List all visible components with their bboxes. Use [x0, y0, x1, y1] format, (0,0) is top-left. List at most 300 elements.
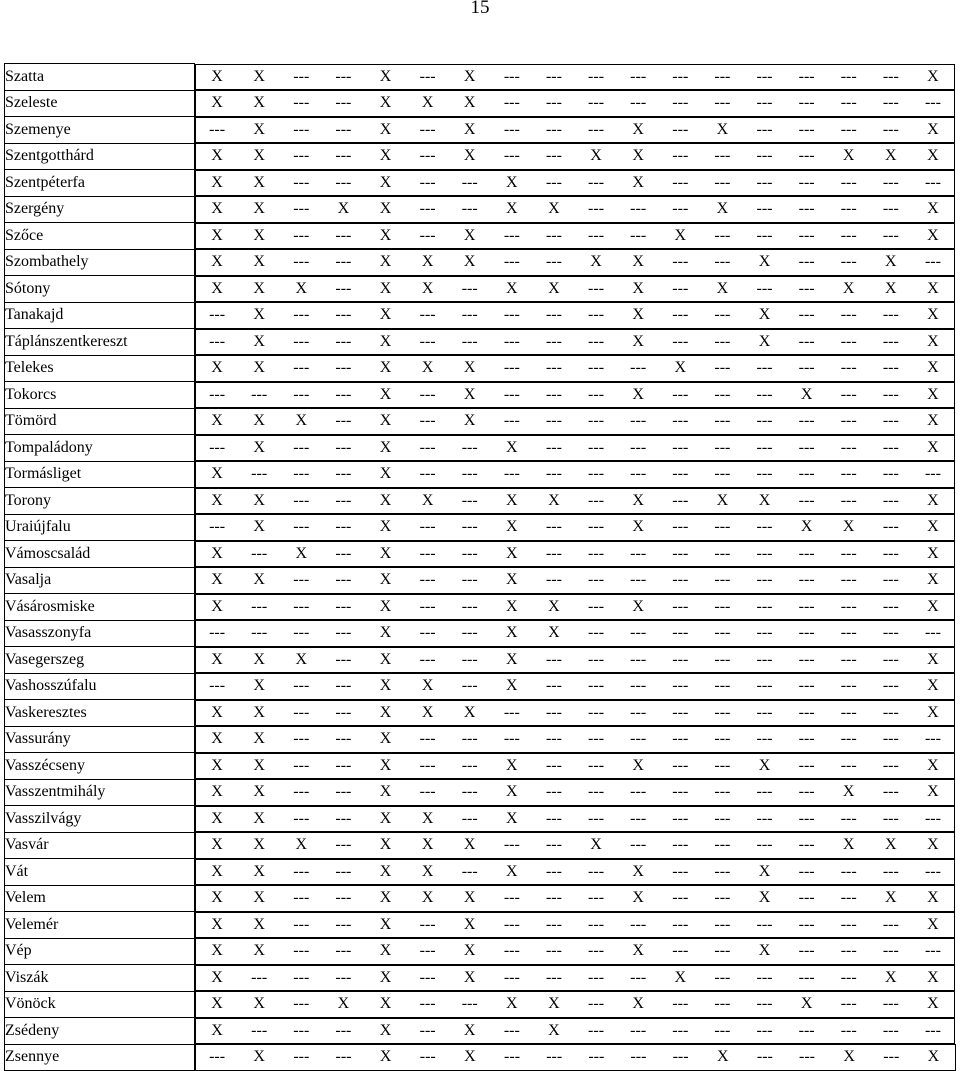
settlement-marks — [195, 700, 955, 727]
mark-cell: X — [674, 359, 687, 376]
settlement-name: Vásárosmiske — [5, 594, 195, 621]
page-number: 15 — [470, 0, 490, 18]
mark-cell: --- — [630, 465, 647, 482]
mark-cell: --- — [714, 359, 731, 376]
mark-cell: --- — [924, 862, 941, 880]
mark-cell: --- — [672, 518, 689, 535]
mark-cell: X — [927, 544, 939, 562]
mark-cell: --- — [545, 67, 562, 85]
settlement-name: Vönöck — [5, 991, 195, 1018]
settlement-marks — [195, 991, 955, 1018]
mark-cell: --- — [756, 968, 773, 986]
mark-cell: X — [758, 889, 771, 906]
mark-cell: --- — [545, 94, 562, 111]
mark-cell: --- — [545, 677, 562, 694]
mark-cell: X — [211, 730, 223, 747]
mark-cell: X — [253, 332, 265, 350]
mark-cell: X — [506, 491, 518, 509]
mark-cell: --- — [335, 491, 352, 509]
mark-cell: --- — [756, 412, 773, 429]
mark-cell: --- — [293, 147, 310, 164]
mark-cell: --- — [840, 67, 857, 85]
mark-cell: X — [632, 491, 644, 509]
mark-cell: --- — [461, 677, 478, 694]
mark-cell: --- — [672, 279, 689, 297]
mark-cell: --- — [840, 306, 857, 323]
settlement-name: Tormásliget — [5, 461, 195, 488]
settlement-marks — [195, 779, 955, 806]
mark-cell: --- — [293, 332, 310, 350]
mark-cell: --- — [503, 412, 520, 429]
mark-cell: --- — [882, 756, 899, 774]
mark-cell: --- — [882, 465, 899, 482]
mark-cell: --- — [630, 783, 647, 800]
mark-cell: --- — [840, 491, 857, 509]
mark-cell: X — [253, 94, 265, 111]
mark-cell: X — [927, 438, 939, 456]
mark-cell: X — [758, 862, 771, 880]
mark-cell: --- — [798, 306, 815, 323]
mark-cell: X — [211, 147, 223, 164]
mark-cell: X — [379, 120, 392, 138]
settlement-table-body — [5, 64, 956, 1071]
mark-cell: --- — [672, 385, 689, 403]
table-row — [5, 726, 956, 753]
settlement-marks — [195, 461, 955, 488]
mark-cell: --- — [209, 438, 226, 456]
mark-cell: X — [379, 809, 392, 827]
mark-cell: --- — [630, 571, 647, 588]
mark-cell: X — [379, 756, 392, 774]
mark-cell: --- — [672, 1048, 689, 1065]
mark-cell: --- — [545, 730, 562, 747]
mark-cell: X — [758, 756, 771, 774]
mark-cell: X — [463, 968, 476, 986]
mark-cell: --- — [756, 67, 773, 85]
mark-cell: --- — [545, 147, 562, 164]
mark-cell: --- — [882, 1021, 899, 1039]
mark-cell: --- — [924, 94, 941, 111]
settlement-name: Vát — [5, 859, 195, 886]
mark-cell: --- — [503, 836, 520, 853]
mark-cell: --- — [503, 465, 520, 482]
mark-cell: --- — [882, 862, 899, 880]
mark-cell: --- — [335, 173, 352, 191]
mark-cell: --- — [588, 306, 605, 323]
mark-cell: X — [632, 942, 644, 959]
mark-cell: --- — [588, 94, 605, 111]
mark-cell: X — [253, 862, 265, 880]
mark-cell: --- — [419, 120, 436, 138]
settlement-name: Vashosszúfalu — [5, 673, 195, 700]
mark-cell: --- — [840, 995, 857, 1012]
mark-cell: --- — [251, 968, 268, 986]
mark-cell: X — [758, 942, 771, 959]
mark-cell: X — [253, 491, 265, 509]
mark-cell: X — [211, 942, 223, 959]
mark-cell: --- — [924, 942, 941, 959]
mark-cell: X — [379, 677, 392, 694]
mark-cell: X — [758, 332, 771, 350]
mark-cell: --- — [840, 942, 857, 959]
mark-cell: --- — [419, 915, 436, 933]
mark-cell: X — [506, 518, 518, 535]
mark-cell: X — [253, 995, 265, 1012]
mark-cell: X — [927, 915, 939, 933]
mark-cell: --- — [419, 200, 436, 217]
mark-cell: X — [506, 650, 518, 668]
mark-cell: --- — [545, 306, 562, 323]
mark-cell: --- — [503, 332, 520, 350]
mark-cell: --- — [209, 385, 226, 403]
mark-cell: --- — [630, 226, 647, 244]
mark-cell: --- — [882, 809, 899, 827]
mark-cell: X — [632, 385, 644, 403]
mark-cell: X — [674, 968, 687, 986]
mark-cell: --- — [545, 173, 562, 191]
mark-cell: --- — [714, 756, 731, 774]
mark-cell: --- — [756, 438, 773, 456]
mark-cell: --- — [293, 226, 310, 244]
mark-cell: --- — [461, 571, 478, 588]
mark-cell: X — [506, 571, 518, 588]
mark-cell: X — [421, 677, 434, 694]
mark-cell: --- — [798, 915, 815, 933]
mark-cell: X — [337, 995, 350, 1012]
mark-cell: --- — [756, 385, 773, 403]
mark-cell: X — [211, 359, 223, 376]
mark-cell: X — [211, 491, 223, 509]
mark-cell: --- — [335, 465, 352, 482]
mark-cell: --- — [293, 67, 310, 85]
mark-cell: --- — [503, 703, 520, 721]
mark-cell: --- — [335, 94, 352, 111]
mark-cell: --- — [756, 995, 773, 1012]
mark-cell: --- — [630, 730, 647, 747]
mark-cell: X — [379, 783, 392, 800]
mark-cell: --- — [545, 783, 562, 800]
mark-cell: --- — [335, 783, 352, 800]
mark-cell: --- — [630, 809, 647, 827]
settlement-name: Vép — [5, 938, 195, 965]
mark-cell: --- — [419, 544, 436, 562]
mark-cell: X — [253, 200, 265, 217]
mark-cell: X — [421, 94, 434, 111]
mark-cell: X — [211, 544, 223, 562]
mark-cell: --- — [293, 1048, 310, 1065]
mark-cell: --- — [798, 200, 815, 217]
table-row — [5, 912, 956, 939]
mark-cell: --- — [461, 995, 478, 1012]
mark-cell: --- — [461, 465, 478, 482]
mark-cell: --- — [714, 968, 731, 986]
mark-cell: --- — [756, 465, 773, 482]
mark-cell: --- — [672, 703, 689, 721]
mark-cell: X — [463, 385, 476, 403]
mark-cell: --- — [882, 597, 899, 615]
mark-cell: X — [463, 412, 476, 429]
mark-cell: --- — [503, 120, 520, 138]
mark-cell: --- — [798, 491, 815, 509]
mark-cell: X — [253, 1048, 265, 1065]
mark-cell: --- — [588, 120, 605, 138]
mark-cell: X — [253, 147, 265, 164]
mark-cell: X — [463, 94, 476, 111]
mark-cell: --- — [293, 200, 310, 217]
mark-cell: X — [506, 809, 518, 827]
mark-cell: X — [379, 915, 392, 933]
mark-cell: --- — [798, 809, 815, 827]
table-row — [5, 355, 956, 382]
mark-cell: X — [927, 147, 939, 164]
mark-cell: X — [632, 518, 644, 535]
mark-cell: --- — [545, 253, 562, 270]
mark-cell: --- — [461, 756, 478, 774]
mark-cell: X — [632, 253, 644, 270]
settlement-marks — [195, 170, 955, 197]
mark-cell: --- — [461, 173, 478, 191]
mark-cell: --- — [882, 120, 899, 138]
mark-cell: --- — [840, 173, 857, 191]
mark-cell: --- — [882, 624, 899, 641]
mark-cell: X — [927, 332, 939, 350]
mark-cell: --- — [588, 491, 605, 509]
mark-cell: X — [253, 226, 265, 244]
mark-cell: --- — [924, 809, 941, 827]
mark-cell: X — [379, 968, 392, 986]
mark-cell: --- — [588, 226, 605, 244]
settlement-marks — [195, 726, 955, 753]
mark-cell: --- — [335, 650, 352, 668]
mark-cell: --- — [882, 677, 899, 694]
table-row — [5, 673, 956, 700]
mark-cell: --- — [545, 226, 562, 244]
mark-cell: --- — [882, 67, 899, 85]
mark-cell: --- — [630, 67, 647, 85]
mark-cell: --- — [545, 836, 562, 853]
settlement-name: Sótony — [5, 276, 195, 303]
mark-cell: --- — [503, 306, 520, 323]
mark-cell: --- — [798, 968, 815, 986]
mark-cell: X — [463, 67, 476, 85]
mark-cell: X — [253, 518, 265, 535]
mark-cell: --- — [882, 412, 899, 429]
mark-cell: X — [253, 279, 265, 297]
mark-cell: --- — [503, 730, 520, 747]
settlement-name: Tömörd — [5, 408, 195, 435]
mark-cell: X — [927, 1048, 940, 1065]
mark-cell: --- — [630, 544, 647, 562]
mark-cell: --- — [798, 147, 815, 164]
mark-cell: --- — [714, 624, 731, 641]
mark-cell: --- — [672, 995, 689, 1012]
settlement-marks — [195, 912, 955, 939]
mark-cell: --- — [799, 1048, 815, 1065]
mark-cell: --- — [882, 518, 899, 535]
mark-cell: X — [253, 67, 265, 85]
settlement-marks — [195, 567, 955, 594]
mark-cell: X — [927, 491, 939, 509]
mark-cell: X — [463, 359, 476, 376]
mark-cell: --- — [419, 968, 436, 986]
settlement-name: Vasasszonyfa — [5, 620, 195, 647]
mark-cell: --- — [419, 147, 436, 164]
mark-cell: --- — [588, 1048, 605, 1065]
mark-cell: X — [927, 756, 939, 774]
mark-cell: --- — [630, 1021, 647, 1039]
mark-cell: --- — [293, 359, 310, 376]
mark-cell: --- — [209, 332, 226, 350]
mark-cell: --- — [756, 147, 773, 164]
table-row — [5, 700, 956, 727]
settlement-marks — [195, 620, 955, 647]
table-row — [5, 461, 956, 488]
mark-cell: X — [758, 491, 771, 509]
mark-cell: --- — [588, 809, 605, 827]
mark-cell: --- — [461, 862, 478, 880]
mark-cell: --- — [293, 253, 310, 270]
mark-cell: --- — [882, 173, 899, 191]
mark-cell: --- — [714, 703, 731, 721]
mark-cell: X — [211, 650, 223, 668]
mark-cell: --- — [672, 94, 689, 111]
mark-cell: X — [211, 968, 223, 986]
table-row — [5, 885, 956, 912]
mark-cell: X — [506, 544, 518, 562]
mark-cell: X — [379, 942, 392, 959]
mark-cell: X — [253, 173, 265, 191]
mark-cell: X — [295, 412, 308, 429]
mark-cell: --- — [588, 67, 605, 85]
mark-cell: X — [927, 783, 939, 800]
table-row — [5, 806, 956, 833]
mark-cell: --- — [419, 67, 436, 85]
settlement-marks — [195, 938, 955, 965]
settlement-marks — [195, 832, 955, 859]
mark-cell: X — [379, 571, 392, 588]
mark-cell: X — [253, 438, 265, 456]
mark-cell: --- — [798, 571, 815, 588]
mark-cell: --- — [293, 889, 310, 906]
mark-cell: X — [506, 200, 518, 217]
mark-cell: --- — [293, 306, 310, 323]
mark-cell: --- — [798, 942, 815, 959]
table-row — [5, 196, 956, 223]
mark-cell: --- — [798, 332, 815, 350]
mark-cell: --- — [545, 438, 562, 456]
settlement-name: Vasszilvágy — [5, 806, 195, 833]
mark-cell: --- — [335, 438, 352, 456]
mark-cell: --- — [335, 147, 352, 164]
settlement-marks — [195, 223, 955, 250]
mark-cell: X — [463, 942, 476, 959]
mark-cell: --- — [630, 915, 647, 933]
settlement-name: Torony — [5, 488, 195, 515]
mark-cell: X — [927, 889, 939, 906]
mark-cell: X — [253, 836, 265, 853]
table-row — [5, 170, 956, 197]
settlement-name: Szentpéterfa — [5, 170, 195, 197]
mark-cell: --- — [672, 465, 689, 482]
mark-cell: X — [379, 650, 392, 668]
mark-cell: --- — [419, 783, 436, 800]
settlement-name: Szemenye — [5, 117, 195, 144]
mark-cell: X — [632, 147, 644, 164]
mark-cell: --- — [461, 544, 478, 562]
mark-cell: X — [379, 438, 392, 456]
mark-cell: --- — [883, 1048, 900, 1065]
mark-cell: --- — [293, 173, 310, 191]
mark-cell: --- — [756, 226, 773, 244]
mark-cell: --- — [335, 703, 352, 721]
mark-cell: X — [927, 412, 939, 429]
mark-cell: --- — [588, 862, 605, 880]
settlement-marks — [195, 329, 955, 356]
table-row — [5, 779, 956, 806]
mark-cell: --- — [419, 942, 436, 959]
settlement-marks — [195, 1044, 956, 1071]
mark-cell: --- — [588, 597, 605, 615]
mark-cell: X — [927, 279, 939, 297]
table-row — [5, 567, 956, 594]
settlement-name: Vasegerszeg — [5, 647, 195, 674]
mark-cell: X — [379, 94, 392, 111]
mark-cell: --- — [293, 597, 310, 615]
mark-cell: --- — [756, 120, 773, 138]
mark-cell: --- — [293, 756, 310, 774]
mark-cell: --- — [419, 995, 436, 1012]
mark-cell: X — [379, 385, 392, 403]
mark-cell: --- — [798, 359, 815, 376]
mark-cell: --- — [419, 518, 436, 535]
mark-cell: --- — [756, 173, 773, 191]
mark-cell: --- — [630, 836, 647, 853]
mark-cell: --- — [503, 942, 520, 959]
mark-cell: X — [379, 491, 392, 509]
mark-cell: X — [211, 915, 223, 933]
mark-cell: --- — [756, 809, 773, 827]
mark-cell: X — [379, 226, 392, 244]
mark-cell: --- — [545, 412, 562, 429]
mark-cell: X — [253, 120, 265, 138]
mark-cell: --- — [840, 624, 857, 641]
mark-cell: --- — [840, 1021, 857, 1039]
mark-cell: --- — [335, 306, 352, 323]
mark-cell: X — [253, 571, 265, 588]
settlement-name: Szentgotthárd — [5, 143, 195, 170]
mark-cell: --- — [335, 1021, 352, 1039]
mark-cell: --- — [209, 624, 226, 641]
mark-cell: X — [211, 703, 223, 721]
mark-cell: --- — [630, 677, 647, 694]
mark-cell: --- — [251, 385, 268, 403]
mark-cell: X — [211, 597, 223, 615]
mark-cell: X — [927, 518, 939, 535]
mark-cell: X — [253, 889, 265, 906]
mark-cell: --- — [588, 359, 605, 376]
mark-cell: --- — [756, 597, 773, 615]
mark-cell: --- — [293, 862, 310, 880]
settlement-marks — [195, 64, 955, 91]
mark-cell: X — [211, 94, 223, 111]
mark-cell: --- — [335, 544, 352, 562]
mark-cell: --- — [545, 889, 562, 906]
mark-cell: --- — [672, 915, 689, 933]
mark-cell: --- — [630, 438, 647, 456]
mark-cell: X — [463, 889, 476, 906]
mark-cell: --- — [882, 995, 899, 1012]
mark-cell: --- — [672, 120, 689, 138]
